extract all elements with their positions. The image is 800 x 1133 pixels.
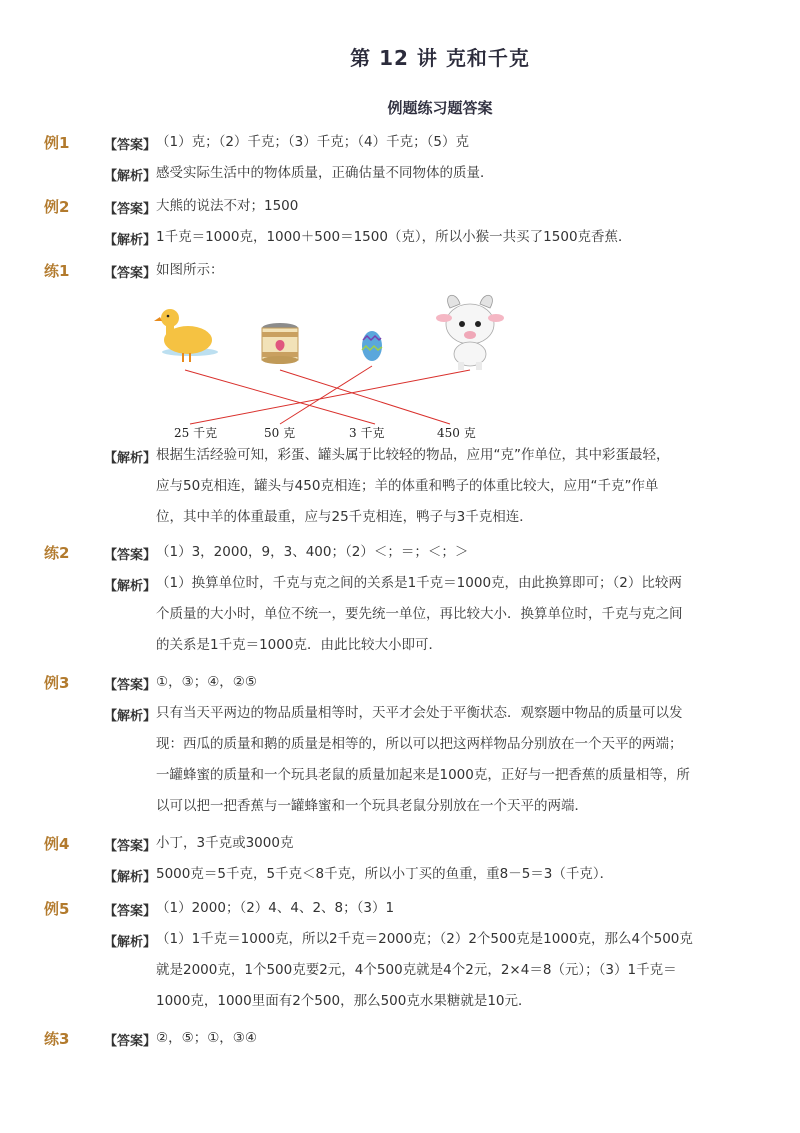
egg-icon xyxy=(362,331,382,361)
answer-text xyxy=(156,667,726,698)
analysis-tag: 【解析】 xyxy=(104,233,157,248)
analysis-tag: 【解析】 xyxy=(104,935,157,950)
answer-line: 大熊的说法不对；1500 xyxy=(156,198,299,214)
answer-tag: 【答案】 xyxy=(104,138,157,153)
analysis-line: 5000克＝5千克，5千克＜8千克，所以小丁买的鱼重，重8－5＝3（千克）． xyxy=(156,866,614,882)
analysis-line: 1000克，1000里面有2个500，那么500克水果糖就是10元． xyxy=(156,993,532,1009)
answer-tag: 【答案】 xyxy=(104,266,157,281)
answer-tag: 【答案】 xyxy=(104,678,157,693)
item-label: 练2 xyxy=(44,544,70,562)
answer-text xyxy=(156,255,726,286)
analysis-tag: 【解析】 xyxy=(104,169,157,184)
analysis-line: 就是2000克，1个500克要2元，4个500克就是4个2元，2×4＝8（元）；（3）1千克＝ xyxy=(156,962,677,978)
item-label: 例3 xyxy=(44,674,70,692)
answer-line: （1）3，2000，9，3、400；（2）＜；＝；＜；＞ xyxy=(156,544,469,560)
answer-line: 小丁，3千克或3000克 xyxy=(156,835,294,851)
analysis-line: 位，其中羊的体重最重，应与25千克相连，鸭子与3千克相连． xyxy=(156,509,533,525)
duck-icon xyxy=(154,309,218,362)
answer-tag: 【答案】 xyxy=(104,1034,157,1049)
analysis-text xyxy=(156,440,726,533)
analysis-tag: 【解析】 xyxy=(104,579,157,594)
analysis-line: 根据生活经验可知，彩蛋、罐头属于比较轻的物品，应用“克”作单位，其中彩蛋最轻， xyxy=(156,447,670,463)
page-title: 第 12 讲 克和千克 xyxy=(350,46,530,70)
analysis-tag: 【解析】 xyxy=(104,451,157,466)
analysis-line: （1）换算单位时，千克与克之间的关系是1千克＝1000克，由此换算即可；（2）比较两 xyxy=(156,575,682,591)
item-label: 例1 xyxy=(44,134,70,152)
match-lines xyxy=(185,366,470,424)
answer-tag: 【答案】 xyxy=(104,548,157,563)
analysis-line: 个质量的大小时，单位不统一，要先统一单位，再比较大小．换算单位时，千克与克之间 xyxy=(156,606,683,622)
analysis-line: 感受实际生活中的物体质量，正确估量不同物体的质量． xyxy=(156,165,494,181)
weight-label: 3 千克 xyxy=(349,426,385,440)
answer-line: （1）2000；（2）4、4、2、8；（3）1 xyxy=(156,900,395,916)
answer-text xyxy=(156,127,726,158)
page-subtitle: 例题练习题答案 xyxy=(387,99,493,117)
item-label: 例5 xyxy=(44,900,70,918)
matching-figure xyxy=(150,290,530,445)
analysis-line: （1）1千克＝1000克，所以2千克＝2000克；（2）2个500克是1000克，那么4个500克 xyxy=(156,931,693,947)
answer-text xyxy=(156,537,726,568)
analysis-line: 只有当天平两边的物品质量相等时，天平才会处于平衡状态．观察题中物品的质量可以发 xyxy=(156,705,683,721)
analysis-tag: 【解析】 xyxy=(104,870,157,885)
analysis-line: 应与50克相连，罐头与450克相连；羊的体重和鸭子的体重比较大，应用“千克”作单 xyxy=(156,478,659,494)
item-label: 练3 xyxy=(44,1030,70,1048)
weight-label: 25 千克 xyxy=(174,426,218,440)
analysis-text xyxy=(156,568,726,661)
answer-text xyxy=(156,828,726,859)
answer-line: ②，⑤；①，③④ xyxy=(156,1030,258,1046)
answer-text xyxy=(156,191,726,222)
item-label: 例4 xyxy=(44,835,70,853)
answer-text xyxy=(156,1023,726,1054)
analysis-text xyxy=(156,158,726,189)
answer-tag: 【答案】 xyxy=(104,904,157,919)
analysis-text xyxy=(156,859,726,890)
analysis-tag: 【解析】 xyxy=(104,709,157,724)
answer-line: ①，③；④，②⑤ xyxy=(156,674,258,690)
answer-line: （1）克；（2）千克；（3）千克；（4）千克；（5）克 xyxy=(156,134,469,150)
answer-text xyxy=(156,893,726,924)
analysis-line: 现：西瓜的质量和鹅的质量是相等的，所以可以把这两样物品分别放在一个天平的两端； xyxy=(156,736,683,752)
answer-tag: 【答案】 xyxy=(104,839,157,854)
analysis-text xyxy=(156,924,726,1017)
match-line-duck xyxy=(185,370,375,424)
match-line-jar xyxy=(280,370,450,424)
answer-line: 如图所示： xyxy=(156,262,224,278)
weight-label: 50 克 xyxy=(264,426,296,440)
analysis-text xyxy=(156,222,726,253)
item-label: 练1 xyxy=(44,262,70,280)
analysis-line: 以可以把一把香蕉与一罐蜂蜜和一个玩具老鼠分别放在一个天平的两端． xyxy=(156,798,588,814)
item-label: 例2 xyxy=(44,198,70,216)
analysis-line: 一罐蜂蜜的质量和一个玩具老鼠的质量加起来是1000克，正好与一把香蕉的质量相等，所 xyxy=(156,767,690,783)
analysis-line: 1千克＝1000克，1000＋500＝1500（克），所以小猴一共买了1500克香蕉． xyxy=(156,229,632,245)
analysis-text xyxy=(156,698,726,822)
answer-tag: 【答案】 xyxy=(104,202,157,217)
weight-label: 450 克 xyxy=(437,426,476,440)
jar-icon xyxy=(262,323,298,364)
match-line-goat xyxy=(190,370,470,424)
analysis-line: 的关系是1千克＝1000克．由此比较大小即可． xyxy=(156,637,442,653)
goat-icon xyxy=(436,295,504,370)
